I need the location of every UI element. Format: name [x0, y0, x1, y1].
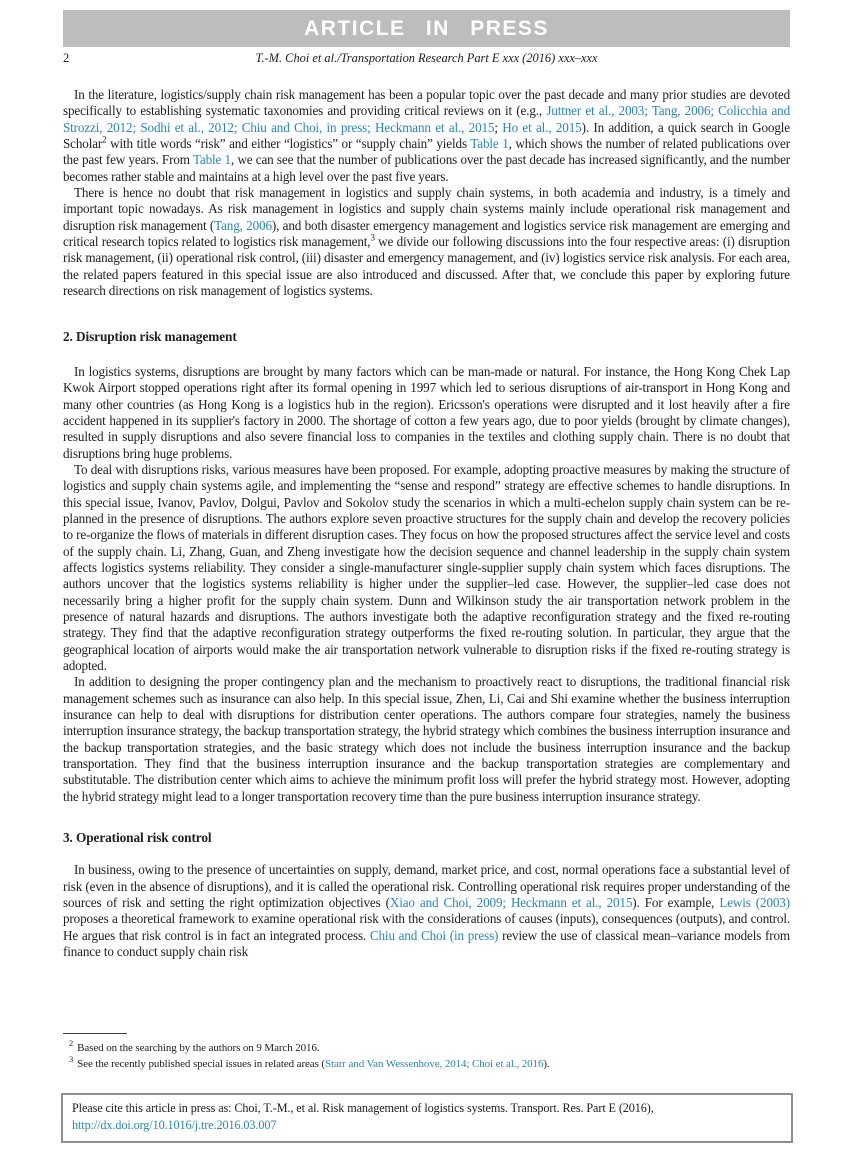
footnote-text	[77, 1042, 319, 1054]
footnote-marker: 3	[69, 1054, 74, 1065]
paragraph	[63, 87, 790, 185]
banner-text: ARTICLE IN PRESS	[304, 16, 549, 40]
page-number: 2	[63, 51, 70, 65]
citation-link[interactable]: Table 1	[470, 136, 509, 152]
text-run: ). In addition, a quick search in Google Scholar	[63, 119, 790, 152]
text-run: proposes a theoretical framework to examine operational risk with the considerations of causes (inputs), consequences (outputs), and control. He argues that risk control is in fact an integrated process.	[63, 911, 790, 943]
citation-link[interactable]: Xiao and Choi, 2009; Heckmann et al., 2015	[389, 895, 633, 911]
section-heading-operational-risk: 3. Operational risk control	[63, 830, 212, 846]
text-run: ;	[494, 119, 503, 135]
citation-link[interactable]: Starr and Van Wessenhove, 2014; Choi et al., 2016	[324, 1058, 544, 1070]
citation-link[interactable]: http://dx.doi.org/10.1016/j.tre.2016.03.007	[72, 1117, 277, 1132]
text-run: , we can see that the number of publications over the past decade has increased significantly, and the number becomes rather stable and maintains at a high level over the past five years.	[63, 152, 791, 184]
article-in-press-banner	[63, 10, 790, 47]
text-run: ).	[543, 1058, 550, 1070]
paragraph	[63, 364, 790, 462]
footnote-ref: 3	[370, 232, 375, 243]
text-run: ), and both disaster emergency management and logistics service risk management are emerging and critical research topics related to logistics risk management,	[63, 217, 791, 250]
section-heading-disruption-risk: 2. Disruption risk management	[63, 329, 237, 345]
footnote	[63, 1056, 790, 1072]
paragraph	[63, 185, 790, 299]
text-run: with title words “risk” and either “logistics” or “supply chain” yields	[106, 136, 471, 152]
article-body	[63, 87, 790, 961]
text-run: There is hence no doubt that risk management in logistics and supply chain systems, in both academia and industry, is a timely and important topic nowadays. As risk management in logistics and supply chain systems mainly include operational risk management and disruption risk management (	[63, 185, 790, 233]
text-run: Please cite this article in press as: Choi, T.-M., et al. Risk management of logistics systems. Transport. Res. Part E (2016),	[72, 1101, 654, 1115]
running-head: T.-M. Choi et al./Transportation Research Part E xxx (2016) xxx–xxx	[255, 51, 598, 65]
citation-link[interactable]: Chiu and Choi (in press)	[369, 927, 499, 943]
footnote-text	[77, 1058, 549, 1070]
text-run: , which shows the number of related publications over the past few years. From	[63, 136, 790, 168]
text-run: In business, owing to the presence of uncertainties on supply, demand, market price, and cost, normal operations face a substantial level of risk (even in the absence of disruptions), and it is called the operational risk. Controlling operational risk requires proper understanding of the sources of risk and setting the right optimization objectives (	[63, 862, 790, 911]
paragraph	[63, 674, 790, 805]
text-run: In logistics systems, disruptions are brought by many factors which can be man-made or natural. For instance, the Hong Kong Chek Lap Kwok Airport stopped operations right after its formal opening in 1997 which led to serious disruptions of air-transport in Hong Kong and many other countries (as Hong Kong is a logistics hub in the region). Ericsson's operations were disrupted and it lost heavily after a fire accident happened in its supplier's factory in 2000. The shortage of cotton a few years ago, due to poor yields (brought by climate changes), resulted in supply disruptions and also severe financial loss to companies in the textiles and clothing supply chain. There is no doubt that disruptions bring huge problems.	[63, 363, 790, 461]
footnotes	[63, 1033, 790, 1072]
text-run: review the use of classical mean–variance models from finance to conduct supply chain risk	[63, 927, 790, 960]
citation-box	[61, 1093, 793, 1143]
citation-link[interactable]: Ho et al., 2015	[502, 119, 582, 135]
footnote-ref: 2	[102, 134, 107, 145]
paragraph	[63, 862, 790, 960]
text-run: In the literature, logistics/supply chain risk management has been a popular topic over the past decade and many prior studies are devoted specifically to establishing systematic taxonomies and providing critical reviews on it (e.g.,	[63, 87, 790, 119]
text-run: Based on the searching by the authors on 9 March 2016.	[77, 1042, 320, 1054]
text-run: To deal with disruptions risks, various measures have been proposed. For example, adopting proactive measures by making the structure of logistics and supply chain systems agile, and implementing the “sense and respond” strategy are effective schemes to handle disruptions. In this special issue, Ivanov, Pavlov, Dolgui, Pavlov and Sokolov study the scenarios in which a multi-echelon supply chain system can be re-planned in the presence of disruptions. The authors explore seven proactive structures for the supply chain and develop the recovery policies to re-organize the flows of materials in different disruption cases. They focus on how the proposed structures affect the service level and costs of the supply chain. Li, Zhang, Guan, and Zheng investigate how the decision sequence and channel leadership in the supply chain system affects logistics systems reliability. They consider a single-manufacturer single-supplier supply chain system which faces disruptions. The authors uncover that the logistics systems reliability is higher under the supplier–led case. However, the supplier–led case does not necessarily bring a higher profit for the supply chain system. Dunn and Wilkinson study the air transportation network problem in the presence of natural hazards and disruptions. The authors investigate both the adaptive reconfiguration strategy and the fixed re-routing strategy. They find that the adaptive reconfiguration strategy outperforms the fixed re-routing solution. In particular, they argue that the geographical location of airports would make the air transportation network vulnerable to disruption risks if the fixed re-routing strategy is adopted.	[63, 461, 790, 673]
citation-link[interactable]: Table 1	[192, 152, 231, 168]
citation-link[interactable]: Lewis (2003)	[719, 895, 790, 911]
footnote-marker: 2	[69, 1038, 74, 1049]
citation-link[interactable]: Juttner et al., 2003; Tang, 2006; Colicchia and Strozzi, 2012; Sodhi et al., 2012; Chiu and Choi, in press; Heckmann et al., 2015	[63, 103, 791, 135]
text-run: ). For example,	[632, 895, 720, 911]
footnote	[63, 1040, 790, 1056]
page-header	[63, 51, 790, 67]
text-run: we divide our following discussions into the four respective areas: (i) disruption risk management, (ii) operational risk control, (iii) disaster and emergency management, and (iv) logistics service risk analysis. For each area, the related papers featured in this special issue are also introduced and discussed. After that, we conclude this paper by exploring future research directions on risk management of logistics systems.	[63, 234, 790, 299]
citation-link[interactable]: Tang, 2006	[214, 217, 272, 233]
text-run: In addition to designing the proper contingency plan and the mechanism to proactively react to disruptions, the traditional financial risk management schemes such as insurance can also help. In this special issue, Zhen, Li, Cai and Shi examine whether the business interruption insurance can help to deal with disruptions for distribution center operations. The authors compare four strategies, namely the business interruption insurance strategy, the backup transportation strategy, the hybrid strategy which combines the business interruption insurance and the backup transportation strategies, and the basic strategy which does not include the business interruption insurance and the backup transportation. They find that the business interruption insurance and the backup transportation strategies are complementary and substitutable. The distribution center which aims to achieve the minimum profit loss will prefer the hybrid strategy most. However, adopting the hybrid strategy might lead to a longer transportation recovery time than the pure business interruption insurance strategy.	[63, 674, 790, 804]
text-run: See the recently published special issues in related areas (	[77, 1058, 325, 1070]
footnote-divider	[63, 1033, 127, 1034]
paragraph	[63, 462, 790, 674]
